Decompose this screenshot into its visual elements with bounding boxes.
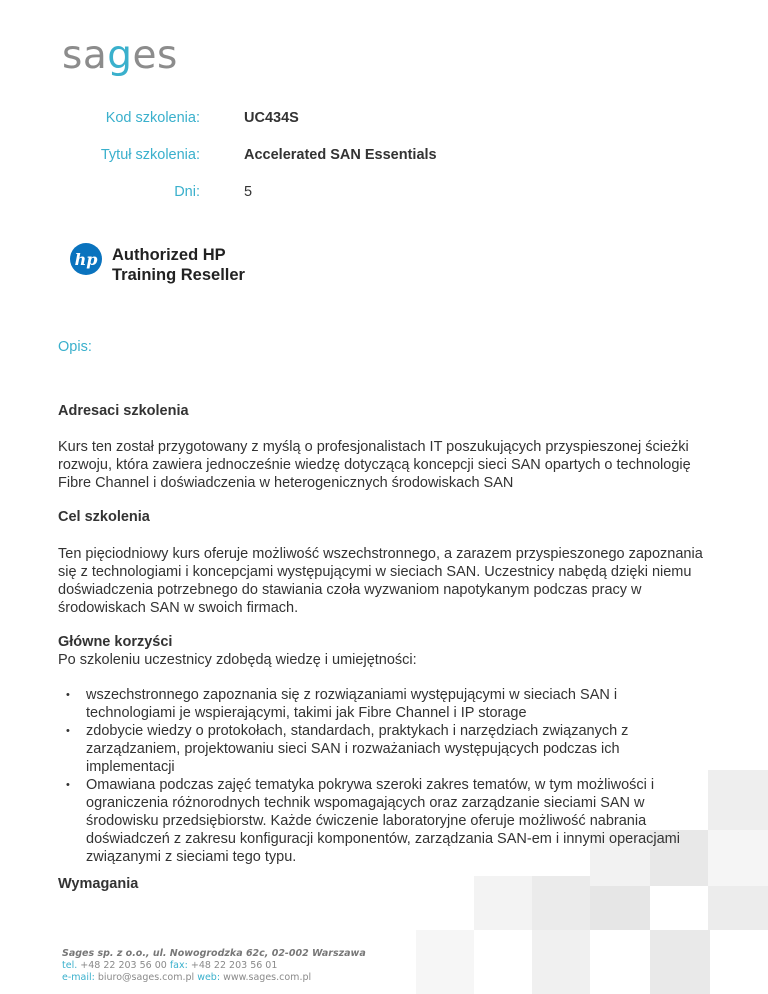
footer-web-link[interactable]: www.sages.com.pl [223,972,312,983]
info-label: Kod szkolenia: [105,110,200,126]
course-title: Accelerated SAN Essentials [244,147,437,163]
heading-korzysci: Główne korzyści [58,634,173,650]
course-code: UC434S [244,110,299,126]
list-item: • wszechstronnego zapoznania się z rozwiązaniami występującymi w sieciach SAN i technologiami je wspierającymi, takimi jak Fibre Channel i IP storage [80,686,700,722]
list-item: • zdobycie wiedzy o protokołach, standardach, praktykach i narzędziach związanych z zarządzaniem, projektowaniu sieci SAN i rozważaniach występujących podczas ich implementacji [80,722,700,776]
decor-square [416,930,474,994]
list-item: • Omawiana podczas zajęć tematyka pokrywa szeroki zakres tematów, w tym możliwości i ograniczenia różnorodnych technik wspomagających oraz zarządzanie sieciami SAN w środowisku przedsiębiorstw. Każde ćwiczenie laboratoryjne oferuje możliwość nabrania doświadczeń z zakresu konfiguracji komponentów, zarządzania SAN-em i innymi operacjami związanymi z sieciami tego typu. [80,776,700,866]
paragraph-adresaci: Kurs ten został przygotowany z myślą o profesjonalistach IT poszukujących przyspieszonej ścieżki rozwoju, która zawiera jednocześnie wiedzę dotyczącą koncepcji sieci SAN opartych o technologię Fibre Channel i doświadczenia w heterogenicznych środowiskach SAN [58,439,691,491]
paragraph-cel: Ten pięciodniowy kurs oferuje możliwość wszechstronnego, a zarazem przyspieszonego zapoznania się z technologiami i koncepcjami występującymi w sieciach SAN. Uczestnicy nabędą dzięki niemu doświadczenia potrzebnego do stawiania czoła wyzwaniom napotykanym podczas pracy w środowiskach SAN w swoich firmach. [58,546,703,616]
benefits-list [80,686,700,866]
footer-contact: Sages sp. z o.o., ul. Nowogrodzka 62c, 02-002 Warszawa tel. +48 22 203 56 00 fax: +48 22 203 56 01 e-mail: biuro@sages.com.pl web: www.sages.com.pl [62,948,366,983]
sages-logo: sages [62,33,178,78]
footer-phone: +48 22 203 56 00 [80,960,167,971]
footer-email-link[interactable]: biuro@sages.com.pl [97,972,195,983]
info-label: Tytuł szkolenia: [100,147,200,163]
hp-logo-icon: hp [70,243,102,275]
heading-wymagania: Wymagania [58,876,139,892]
heading-adresaci: Adresaci szkolenia [58,403,189,419]
decor-square [650,930,710,994]
decor-square [532,930,590,994]
badge-text: Authorized HP Training Reseller [112,246,245,284]
footer-company: Sages sp. z o.o., ul. Nowogrodzka 62c, 02-002 Warszawa [62,948,366,959]
decor-square [708,770,768,830]
heading-cel: Cel szkolenia [58,509,150,525]
info-label: Dni: [174,184,200,200]
footer-fax: +48 22 203 56 01 [190,960,278,971]
opis-label: Opis: [58,339,92,355]
korzysci-intro: Po szkoleniu uczestnicy zdobędą wiedzę i umiejętności: [58,652,417,668]
course-days: 5 [244,184,253,200]
